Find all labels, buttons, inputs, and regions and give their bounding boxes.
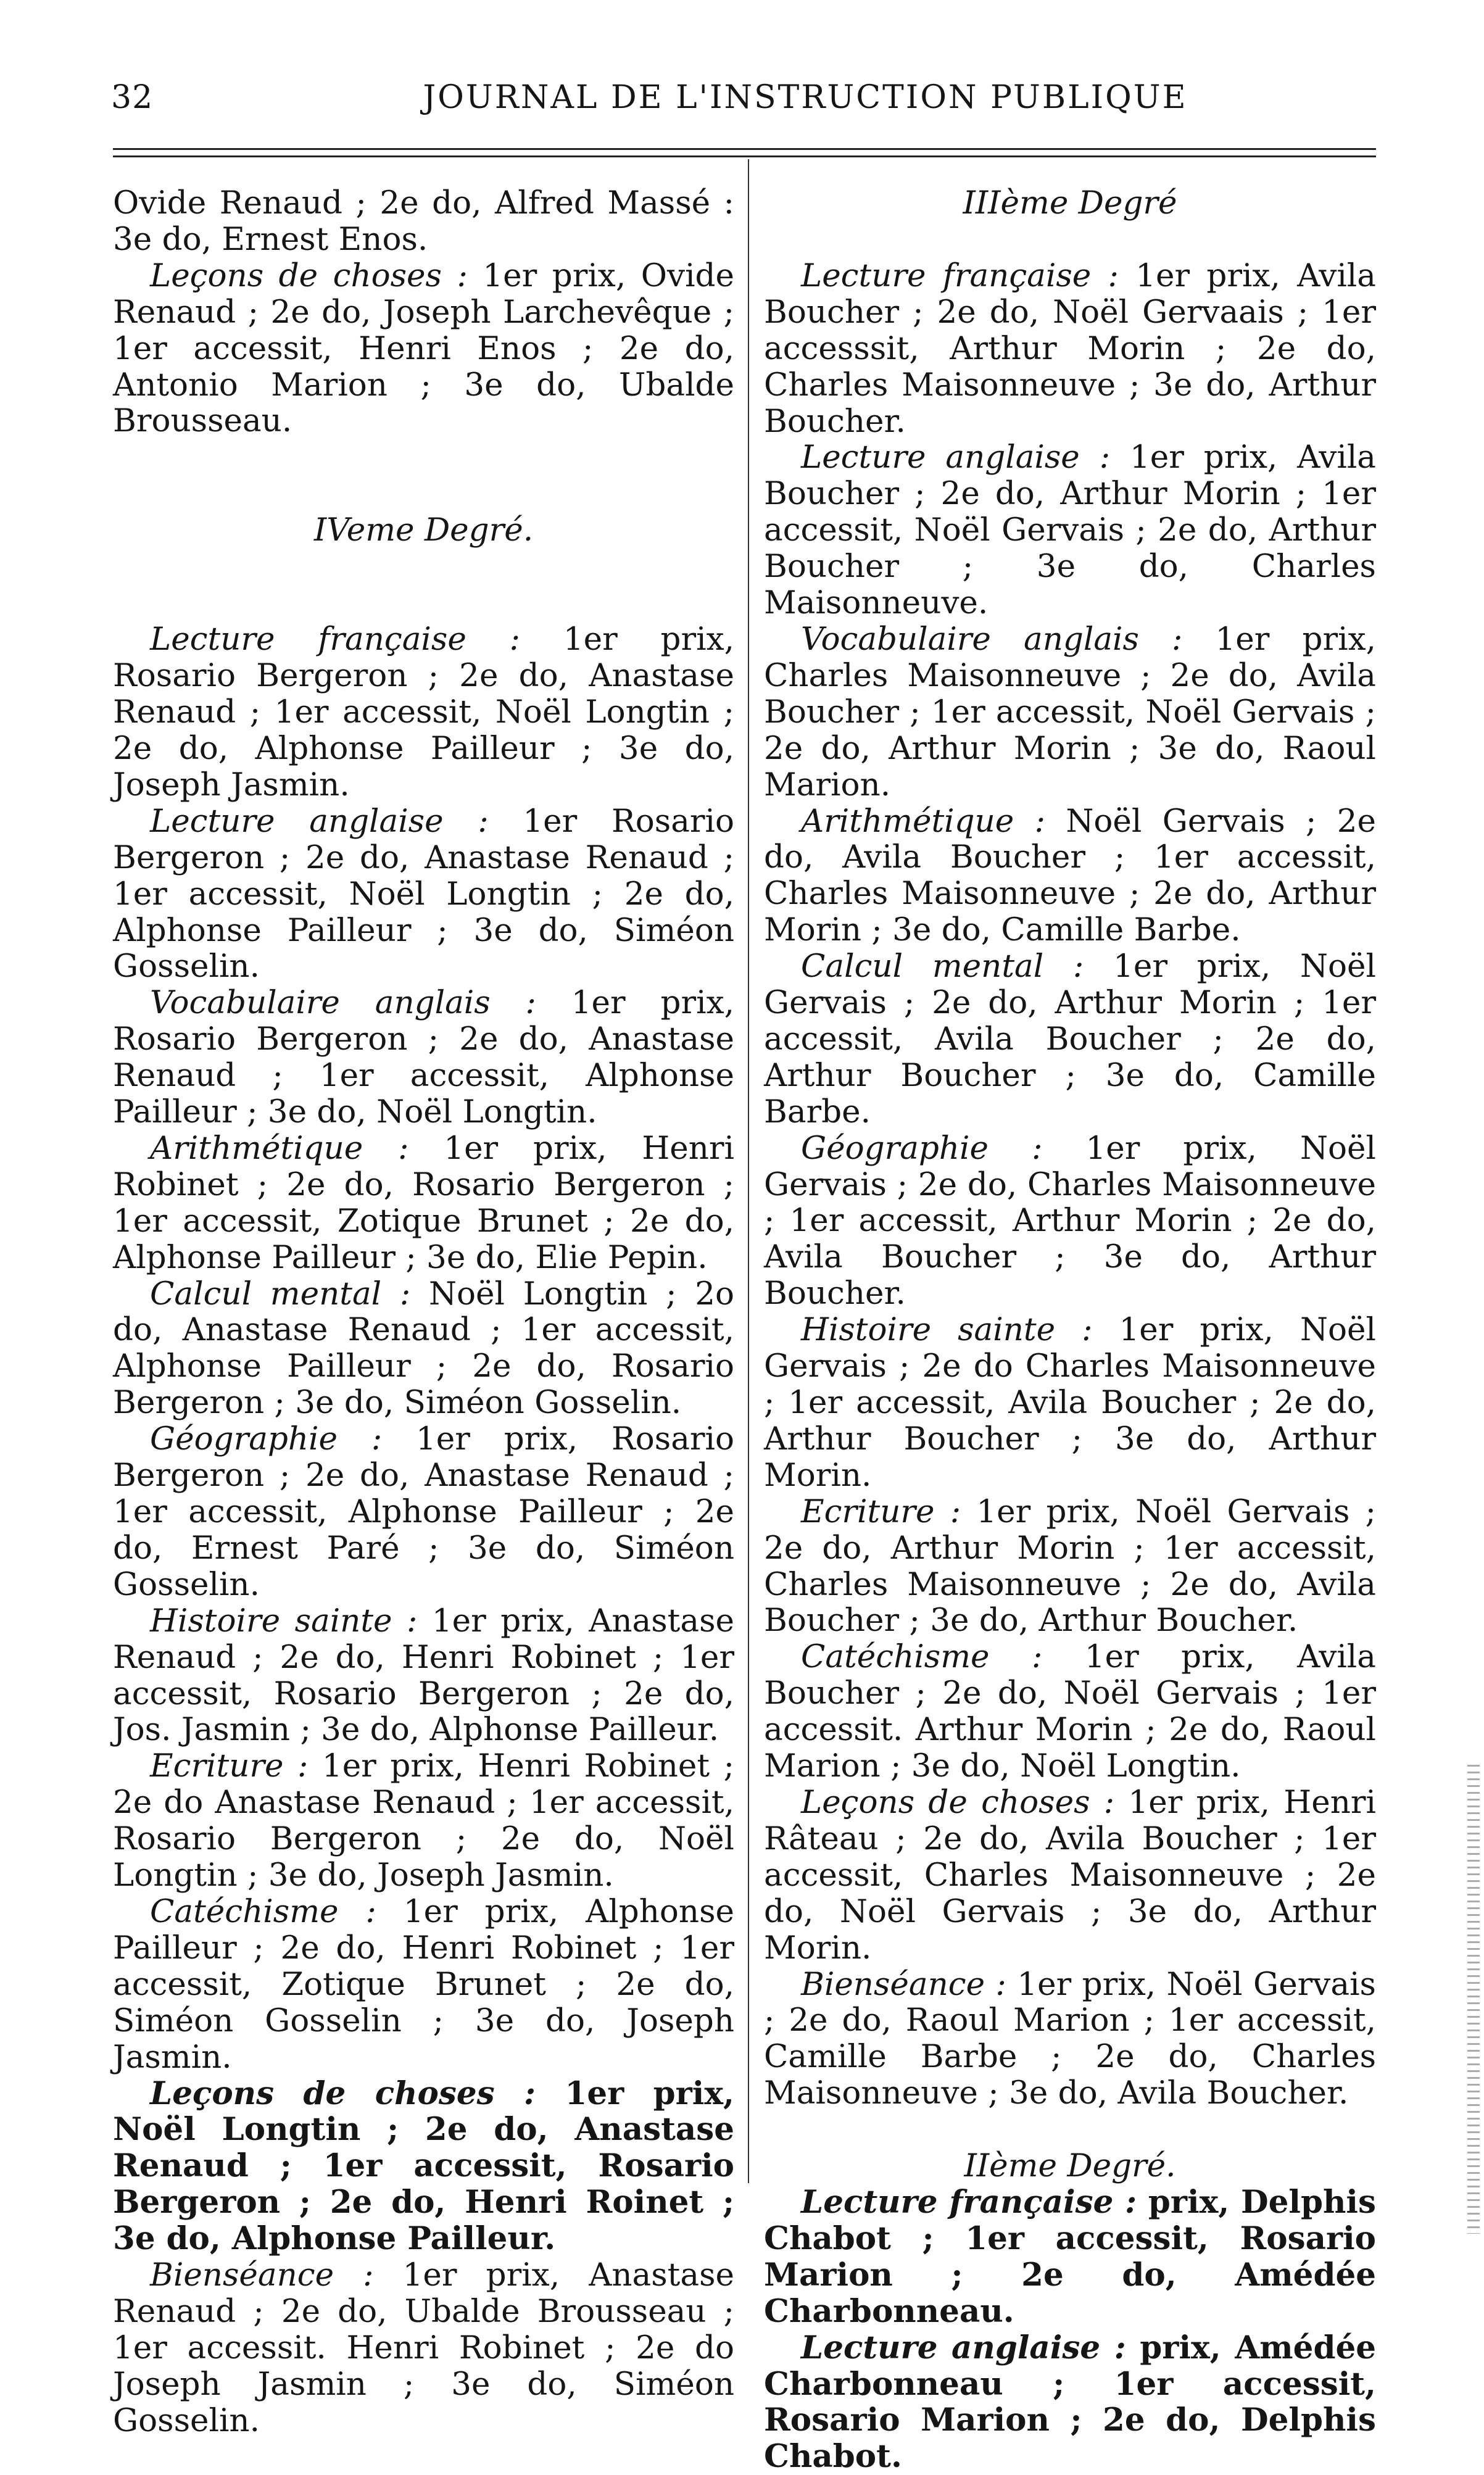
prize-entry (764, 258, 1376, 440)
entry-text: 1er prix, Charles Maisonneuve ; 2e do, Avila Boucher ; 1er accessit, Noël Gervais ; 2e do, Arthur Morin ; 3e do, Raoul Marion. (764, 620, 1377, 803)
prize-entry (764, 1494, 1376, 1640)
entry-text: 1er prix, Avila Boucher ; 2e do, Arthur Morin ; 1er accessit, Noël Gervais ; 2e do, Arthur Boucher ; 3e do, Charles Maisonneuve. (764, 439, 1376, 622)
subject-label: Lecture française : (150, 621, 520, 658)
entry-text: 1er prix, Noël Gervais ; 2e do, Charles Maisonneuve ; 1er accessit, Arthur Morin ; 2e do, Avila Boucher ; 3e do, Arthur Boucher. (764, 1129, 1376, 1312)
header-rule-bottom (113, 155, 1376, 157)
subject-label: Ecriture : (801, 1493, 961, 1530)
prize-entry (113, 803, 734, 985)
subject-label: Bienséance : (150, 2257, 374, 2294)
entry-text: 1er prix, Henri Robinet ; 2e do Anastase Renaud ; 1er accessit, Rosario Bergeron ; 2e do, Noël Longtin ; 3e do, Joseph Jasmin. (113, 1747, 734, 1894)
entry-text: prix, Delphis Chabot ; 1er accessit, Rosario Marion ; 2e do, Amédée Charbonneau. (764, 2184, 1376, 2330)
subject-label: Leçons de choses : (150, 2075, 536, 2112)
prize-entry (113, 1421, 734, 1603)
left-column (113, 185, 734, 2439)
prize-entry (764, 1130, 1376, 1312)
subject-label: Lecture anglaise : (801, 2329, 1126, 2366)
prize-entry (764, 621, 1376, 803)
entry-text: 1er prix, Noël Gervais ; 2e do, Arthur Morin ; 1er accessit, Avila Boucher ; 2e do, Arthur Boucher ; 3e do, Camille Barbe. (764, 948, 1376, 1130)
entry-text: 1er prix, Ovide Renaud ; 2e do, Joseph Larchevêque ; 1er accessit, Henri Enos ; 2e do, Antonio Marion ; 3e do, Ubalde Brousseau. (113, 257, 734, 440)
subject-label: Lecture anglaise : (801, 439, 1111, 476)
entry-text: Noël Longtin ; 2o do, Anastase Renaud ; 1er accessit, Alphonse Pailleur ; 2e do, Rosario Bergeron ; 3e do, Siméon Gosselin. (113, 1275, 734, 1422)
entry-text: prix, Amédée Charbonneau ; 1er accessit, Rosario Marion ; 2e do, Delphis Chabot. (764, 2329, 1376, 2475)
entry-text: 1er prix, Henri Robinet ; 2e do, Rosario Bergeron ; 1er accessit, Zotique Brunet ; 2e do, Alphonse Pailleur ; 3e do, Elie Pepin. (113, 1129, 734, 1276)
page-header (111, 79, 1376, 128)
subject-label: Géographie : (801, 1129, 1043, 1167)
entry-text: 1er prix, Rosario Bergeron ; 2e do, Anastase Renaud ; 1er accessit, Noël Longtin ; 2e do, Alphonse Pailleur ; 3e do, Joseph Jasmin. (113, 621, 734, 803)
entry-text: 1er prix, Noël Longtin ; 2e do, Anastase Renaud ; 1er accessit, Rosario Bergeron ; 2e do, Henri Roinet ; 3e do, Alphonse Pailleur. (113, 2075, 734, 2258)
entry-text: 1er prix, Anastase Renaud ; 2e do, Ubalde Brousseau ; 1er accessit. Henri Robinet ; 2e do Joseph Jasmin ; 3e do, Siméon Gosselin. (113, 2257, 734, 2439)
subject-label: Lecture française : (801, 257, 1119, 294)
section-heading: IIème Degré. (964, 2147, 1176, 2185)
prize-entry (113, 985, 734, 1130)
subject-label: Vocabulaire anglais : (801, 620, 1183, 658)
subject-label: Lecture française : (801, 2184, 1137, 2221)
subject-label: Catéchisme : (150, 1893, 376, 1930)
entry-text: 1er prix, Henri Râteau ; 2e do, Avila Boucher ; 1er accessit, Charles Maisonneuve ; 2e do, Noël Gervais ; 3e do, Arthur Morin. (764, 1783, 1376, 1967)
prize-entry (764, 803, 1376, 949)
section-heading: IVeme Degré. (313, 512, 534, 549)
prize-entry (113, 1130, 734, 1276)
prize-entry (764, 1312, 1376, 1494)
header-rule-top (113, 148, 1376, 150)
subject-label: Leçons de choses : (150, 257, 468, 294)
entry-text: 1er prix, Anastase Renaud ; 2e do, Henri Robinet ; 1er accessit, Rosario Bergeron ; 2e do, Jos. Jasmin ; 3e do, Alphonse Pailleur. (113, 1602, 734, 1749)
subject-label: Lecture anglaise : (150, 802, 489, 840)
prize-entry (764, 2330, 1376, 2475)
entry-text: 1er prix, Alphonse Pailleur ; 2e do, Henri Robinet ; 1er accessit, Zotique Brunet ; 2e do, Siméon Gosselin ; 3e do, Joseph Jasmin. (113, 1893, 734, 2076)
entry-text: 1er prix, Avila Boucher ; 2e do, Noël Gervaais ; 1er accesssit, Arthur Morin ; 2e do, Charles Maisonneuve ; 3e do, Arthur Boucher. (764, 257, 1376, 440)
section-heading: IIIème Degré (963, 184, 1177, 222)
subject-label: Histoire sainte : (801, 1311, 1093, 1349)
subject-label: Géographie : (150, 1420, 383, 1458)
scan-edge-speckle (1467, 1765, 1480, 2234)
prize-entry (113, 1603, 734, 1749)
prize-entry (113, 1894, 734, 2076)
prize-entry (764, 1967, 1376, 2112)
prize-entry (764, 948, 1376, 1130)
subject-label: Histoire sainte : (150, 1602, 418, 1640)
entry-text: 1er prix, Noël Gervais ; 2e do, Arthur Morin ; 1er accessit, Charles Maisonneuve ; 2e do, Avila Boucher ; 3e do, Arthur Boucher. (764, 1493, 1376, 1640)
subject-label: Calcul mental : (150, 1275, 411, 1312)
entry-text: 1er prix, Rosario Bergeron ; 2e do, Anastase Renaud ; 1er accessit, Alphonse Pailleur ; 2e do, Ernest Paré ; 3e do, Siméon Gosselin. (113, 1420, 735, 1603)
subject-label: Vocabulaire anglais : (150, 984, 536, 1022)
subject-label: Leçons de choses : (801, 1783, 1115, 1821)
prize-entry (113, 1276, 734, 1422)
entry-text: 1er prix, Avila Boucher ; 2e do, Noël Gervais ; 1er accessit. Arthur Morin ; 2e do, Raoul Marion ; 3e do, Noël Longtin. (764, 1638, 1376, 1785)
paragraph: Ovide Renaud ; 2e do, Alfred Massé : 3e do, Ernest Enos. (113, 184, 734, 258)
subject-label: Bienséance : (801, 1965, 1006, 2003)
subject-label: Catéchisme : (801, 1638, 1043, 1676)
subject-label: Calcul mental : (801, 948, 1084, 985)
prize-entry (764, 439, 1376, 621)
column-divider (748, 159, 749, 2183)
page-number: 32 (111, 79, 154, 116)
prize-entry (764, 1785, 1376, 1967)
running-title: JOURNAL DE L'INSTRUCTION PUBLIQUE (423, 79, 1188, 116)
entry-text: Noël Gervais ; 2e do, Avila Boucher ; 1er accessit, Charles Maisonneuve ; 2e do, Arthur Morin ; 3e do, Camille Barbe. (764, 802, 1376, 949)
prize-entry (113, 2076, 734, 2258)
prize-entry (764, 2184, 1376, 2330)
entry-text: 1er prix, Noël Gervais ; 2e do, Raoul Marion ; 1er accessit, Camille Barbe ; 2e do, Charles Maisonneuve ; 3e do, Avila Boucher. (764, 1965, 1376, 2112)
entry-text: 1er Rosario Bergeron ; 2e do, Anastase Renaud ; 1er accessit, Noël Longtin ; 2e do, Alphonse Pailleur ; 3e do, Siméon Gosselin. (113, 802, 734, 985)
prize-entry (113, 621, 734, 803)
prize-entry (113, 258, 734, 440)
entry-text: 1er prix, Noël Gervais ; 2e do Charles Maisonneuve ; 1er accessit, Avila Boucher ; 2e do, Arthur Boucher ; 3e do, Arthur Morin. (764, 1311, 1376, 1494)
subject-label: Arithmétique : (150, 1129, 409, 1167)
subject-label: Arithmétique : (801, 802, 1045, 840)
subject-label: Ecriture : (150, 1747, 309, 1785)
entry-text: 1er prix, Rosario Bergeron ; 2e do, Anastase Renaud ; 1er accessit, Alphonse Pailleur ; 3e do, Noël Longtin. (113, 984, 735, 1131)
prize-entry (764, 1639, 1376, 1785)
right-column (764, 185, 1376, 2475)
prize-entry (113, 1748, 734, 1894)
prize-entry (113, 2257, 734, 2439)
